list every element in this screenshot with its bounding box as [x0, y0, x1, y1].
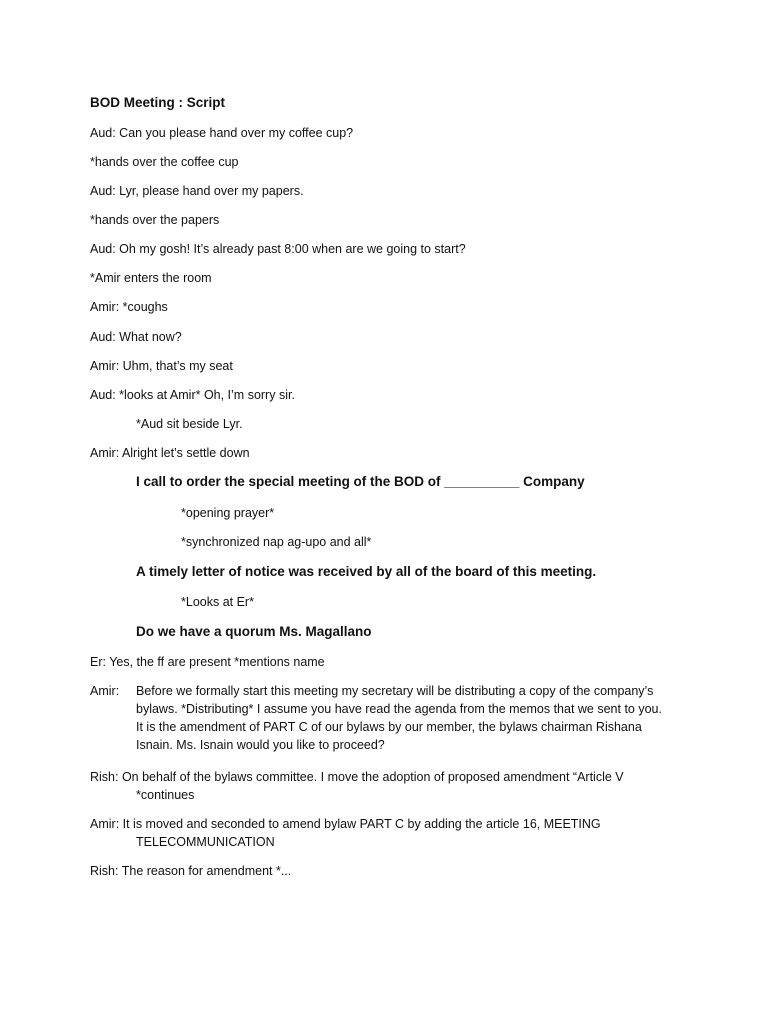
speech-line: It is the amendment of PART C of our bylaws by our member, the bylaws chairman Rishana	[136, 720, 642, 734]
document-title: BOD Meeting : Script	[90, 95, 226, 110]
script-line: Rish: The reason for amendment *...	[90, 864, 292, 878]
script-line: Aud: Oh my gosh! It’s already past 8:00 when are we going to start?	[90, 242, 466, 256]
script-line: *hands over the coffee cup	[90, 155, 239, 169]
stage-direction: *Aud sit beside Lyr.	[136, 417, 243, 431]
speech-line: *continues	[136, 788, 195, 802]
amir-motion-block	[90, 815, 690, 855]
speech-line: bylaws. *Distributing* I assume you have read the agenda from the memos that we sent to you.	[136, 702, 662, 716]
script-line: Amir: Uhm, that’s my seat	[90, 359, 233, 373]
script-line: Amir: Alright let’s settle down	[90, 446, 250, 460]
stage-direction: *synchronized nap ag-upo and all*	[181, 535, 372, 549]
script-line: *Amir enters the room	[90, 271, 212, 285]
script-line: Er: Yes, the ff are present *mentions name	[90, 655, 325, 669]
speech-line: Before we formally start this meeting my secretary will be distributing a copy of the company’s	[136, 684, 654, 698]
amir-speech-block	[90, 682, 690, 762]
speech-line: TELECOMMUNICATION	[136, 835, 275, 849]
script-line: *hands over the papers	[90, 213, 220, 227]
chair-statement: I call to order the special meeting of the BOD of __________ Company	[136, 474, 585, 489]
speech-line: Amir: It is moved and seconded to amend bylaw PART C by adding the article 16, MEETING	[90, 817, 601, 831]
script-line: Aud: *looks at Amir* Oh, I’m sorry sir.	[90, 388, 295, 402]
stage-direction: *opening prayer*	[181, 506, 275, 520]
script-line: Aud: What now?	[90, 330, 182, 344]
script-line: Aud: Can you please hand over my coffee cup?	[90, 126, 354, 140]
rish-speech-block	[90, 768, 690, 808]
speech-line: Rish: On behalf of the bylaws committee. I move the adoption of proposed amendment “Article V	[90, 770, 624, 784]
speech-line: Isnain. Ms. Isnain would you like to proceed?	[136, 738, 385, 752]
script-line: Amir: *coughs	[90, 300, 168, 314]
speaker-label: Amir:	[90, 684, 120, 698]
chair-statement: Do we have a quorum Ms. Magallano	[136, 624, 372, 639]
chair-statement: A timely letter of notice was received by all of the board of this meeting.	[136, 564, 597, 579]
script-line: Aud: Lyr, please hand over my papers.	[90, 184, 304, 198]
stage-direction: *Looks at Er*	[181, 595, 254, 609]
